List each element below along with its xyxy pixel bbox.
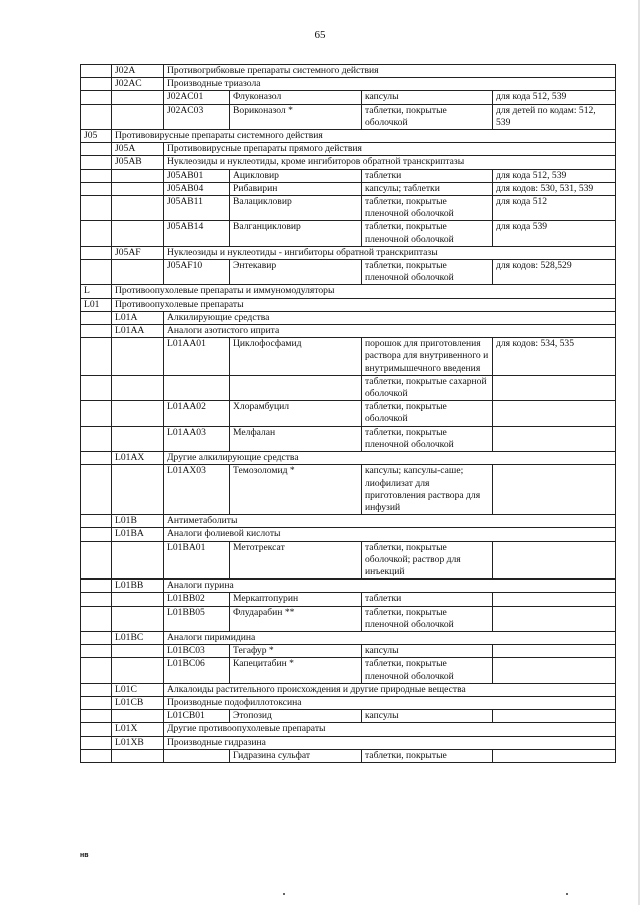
subgroup-code-cell [112, 104, 164, 129]
atc-code-cell: L01BB02 [164, 593, 230, 606]
subgroup-code-cell: L01AA [112, 325, 164, 338]
group-title-cell: Противоопухолевые препараты [112, 298, 616, 311]
atc-code-cell: L01AA02 [164, 401, 230, 426]
dosage-form-cell: порошок для приготовления раствора для внутривенного и внутримышечного введения [362, 338, 493, 376]
atc-code-cell: L01AA03 [164, 426, 230, 451]
group-code-cell [81, 325, 112, 338]
atc-code-cell: L01BB05 [164, 606, 230, 631]
note-cell: для кодов: 534, 535 [493, 338, 616, 376]
table-row [81, 78, 616, 91]
subgroup-title-cell: Аналоги азотистого иприта [164, 325, 616, 338]
dosage-form-cell: таблетки, покрытые [362, 749, 493, 762]
atc-code-cell: L01AX03 [164, 465, 230, 515]
group-code-cell [81, 580, 112, 593]
group-code-cell: L [81, 285, 112, 298]
note-cell: для детей по кодам: 512, 539 [493, 104, 616, 129]
table-row [81, 749, 616, 762]
table-row [81, 426, 616, 451]
table-row [81, 143, 616, 156]
table-row [81, 130, 616, 143]
table-row [81, 221, 616, 246]
note-cell [493, 426, 616, 451]
subgroup-title-cell: Нуклеозиды и нуклеотиды - ингибиторы обратной транскриптазы [164, 246, 616, 259]
subgroup-code-cell [112, 426, 164, 451]
atc-code-cell: L01AA01 [164, 338, 230, 376]
dosage-form-cell: капсулы; капсулы-саше; лиофилизат для приготовления раствора для инфузий [362, 465, 493, 515]
dosage-form-cell: таблетки [362, 593, 493, 606]
atc-code-cell: L01BC03 [164, 645, 230, 658]
subgroup-code-cell: J02AC [112, 78, 164, 91]
drug-name-cell: Циклофосфамид [230, 338, 362, 376]
group-code-cell [81, 401, 112, 426]
subgroup-code-cell: J05AF [112, 246, 164, 259]
subgroup-title-cell: Противовирусные препараты прямого действия [164, 143, 616, 156]
subgroup-title-cell: Антиметаболиты [164, 515, 616, 528]
group-code-cell [81, 723, 112, 736]
drug-list-table [80, 64, 616, 763]
scan-dot [283, 893, 285, 895]
subgroup-title-cell: Алкилирующие средства [164, 311, 616, 324]
dosage-form-cell: таблетки [362, 169, 493, 182]
group-code-cell [81, 338, 112, 376]
note-cell: для кода 512, 539 [493, 91, 616, 104]
subgroup-code-cell [112, 465, 164, 515]
subgroup-code-cell [112, 260, 164, 285]
group-code-cell [81, 311, 112, 324]
group-code-cell [81, 696, 112, 709]
note-cell [493, 710, 616, 723]
group-code-cell [81, 375, 112, 400]
drug-name-cell: Энтекавир [230, 260, 362, 285]
drug-name-cell: Капецитабин * [230, 658, 362, 683]
note-cell [493, 401, 616, 426]
table-row [81, 375, 616, 400]
subgroup-title-cell: Аналоги пурина [164, 580, 616, 593]
group-code-cell [81, 182, 112, 195]
subgroup-code-cell [112, 196, 164, 221]
table-row [81, 593, 616, 606]
note-cell: для кода 512 [493, 196, 616, 221]
note-cell [493, 465, 616, 515]
dosage-form-cell: капсулы [362, 710, 493, 723]
table-row [81, 580, 616, 593]
subgroup-title-cell: Алкалоиды растительного происхождения и другие природные вещества [164, 683, 616, 696]
atc-code-cell: J05AB01 [164, 169, 230, 182]
note-cell: для кода 512, 539 [493, 169, 616, 182]
table-row [81, 298, 616, 311]
dosage-form-cell: таблетки, покрытые пленочной оболочкой [362, 260, 493, 285]
group-code-cell [81, 658, 112, 683]
group-code-cell [81, 465, 112, 515]
group-code-cell [81, 606, 112, 631]
dosage-form-cell: таблетки, покрытые пленочной оболочкой [362, 221, 493, 246]
atc-code-cell: J05AB11 [164, 196, 230, 221]
subgroup-title-cell: Производные триазола [164, 78, 616, 91]
group-code-cell [81, 541, 112, 579]
group-code-cell [81, 156, 112, 169]
page-number: 65 [314, 29, 326, 41]
table-body [81, 65, 616, 763]
table-row [81, 452, 616, 465]
table-row [81, 683, 616, 696]
dosage-form-cell: капсулы [362, 645, 493, 658]
table-row [81, 182, 616, 195]
atc-code-cell: J02AC03 [164, 104, 230, 129]
subgroup-code-cell: J05AB [112, 156, 164, 169]
subgroup-code-cell: L01AX [112, 452, 164, 465]
dosage-form-cell: капсулы; таблетки [362, 182, 493, 195]
subgroup-title-cell: Другие алкилирующие средства [164, 452, 616, 465]
note-cell [493, 749, 616, 762]
table-row [81, 311, 616, 324]
drug-name-cell: Тегафур * [230, 645, 362, 658]
table-row [81, 645, 616, 658]
table-row [81, 156, 616, 169]
footer-mark: нв [80, 852, 89, 859]
subgroup-code-cell: L01A [112, 311, 164, 324]
table-row [81, 541, 616, 579]
drug-name-cell: Метотрексат [230, 541, 362, 579]
subgroup-code-cell [112, 401, 164, 426]
table-row [81, 696, 616, 709]
subgroup-code-cell [112, 710, 164, 723]
scan-dot [566, 893, 568, 895]
group-code-cell [81, 260, 112, 285]
group-code-cell [81, 426, 112, 451]
group-code-cell [81, 246, 112, 259]
subgroup-title-cell: Другие противоопухолевые препараты [164, 723, 616, 736]
table-row [81, 515, 616, 528]
drug-name-cell: Валганцикловир [230, 221, 362, 246]
subgroup-code-cell: L01BA [112, 528, 164, 541]
subgroup-code-cell [112, 658, 164, 683]
atc-code-cell: L01BC06 [164, 658, 230, 683]
table-row [81, 65, 616, 78]
group-title-cell: Противоопухолевые препараты и иммуномодуляторы [112, 285, 616, 298]
drug-name-cell: Мелфалан [230, 426, 362, 451]
group-code-cell [81, 196, 112, 221]
group-code-cell [81, 515, 112, 528]
table-row [81, 723, 616, 736]
atc-code-cell: L01CB01 [164, 710, 230, 723]
group-title-cell: Противовирусные препараты системного действия [112, 130, 616, 143]
note-cell: для кодов: 528,529 [493, 260, 616, 285]
table-row [81, 606, 616, 631]
subgroup-title-cell: Противогрибковые препараты системного действия [164, 65, 616, 78]
atc-code-cell [164, 375, 230, 400]
drug-name-cell: Этопозид [230, 710, 362, 723]
table-row [81, 285, 616, 298]
dosage-form-cell: капсулы [362, 91, 493, 104]
dosage-form-cell: таблетки, покрытые пленочной оболочкой [362, 196, 493, 221]
atc-code-cell: L01BA01 [164, 541, 230, 579]
table-row [81, 104, 616, 129]
dosage-form-cell: таблетки, покрытые пленочной оболочкой [362, 426, 493, 451]
subgroup-code-cell [112, 375, 164, 400]
group-code-cell [81, 683, 112, 696]
drug-name-cell [230, 375, 362, 400]
drug-name-cell: Хлорамбуцил [230, 401, 362, 426]
drug-name-cell: Рибавирин [230, 182, 362, 195]
subgroup-code-cell: L01BC [112, 631, 164, 644]
group-code-cell [81, 710, 112, 723]
group-code-cell: L01 [81, 298, 112, 311]
note-cell [493, 645, 616, 658]
subgroup-code-cell [112, 541, 164, 579]
group-code-cell [81, 645, 112, 658]
table-row [81, 736, 616, 749]
subgroup-code-cell: L01BB [112, 580, 164, 593]
subgroup-code-cell [112, 221, 164, 246]
note-cell: для кодов: 530, 531, 539 [493, 182, 616, 195]
drug-name-cell: Ацикловир [230, 169, 362, 182]
subgroup-title-cell: Производные гидразина [164, 736, 616, 749]
subgroup-code-cell: J02A [112, 65, 164, 78]
table-row [81, 338, 616, 376]
subgroup-code-cell: L01XB [112, 736, 164, 749]
table-row [81, 631, 616, 644]
group-code-cell [81, 143, 112, 156]
group-code-cell [81, 78, 112, 91]
drug-name-cell: Темозоломид * [230, 465, 362, 515]
table-row [81, 246, 616, 259]
group-code-cell [81, 631, 112, 644]
group-code-cell [81, 593, 112, 606]
subgroup-title-cell: Аналоги фолиевой кислоты [164, 528, 616, 541]
dosage-form-cell: таблетки, покрытые пленочной оболочкой [362, 658, 493, 683]
table-row [81, 169, 616, 182]
group-code-cell [81, 452, 112, 465]
table-row [81, 710, 616, 723]
subgroup-title-cell: Нуклеозиды и нуклеотиды, кроме ингибиторов обратной транскриптазы [164, 156, 616, 169]
note-cell [493, 658, 616, 683]
subgroup-code-cell: L01C [112, 683, 164, 696]
drug-name-cell: Гидразина сульфат [230, 749, 362, 762]
group-code-cell [81, 736, 112, 749]
note-cell [493, 375, 616, 400]
subgroup-code-cell: L01X [112, 723, 164, 736]
dosage-form-cell: таблетки, покрытые сахарной оболочкой [362, 375, 493, 400]
dosage-form-cell: таблетки, покрытые оболочкой [362, 104, 493, 129]
table-row [81, 260, 616, 285]
drug-name-cell: Меркаптопурин [230, 593, 362, 606]
group-code-cell [81, 104, 112, 129]
table-row [81, 465, 616, 515]
subgroup-code-cell [112, 593, 164, 606]
subgroup-code-cell [112, 645, 164, 658]
subgroup-code-cell: J05A [112, 143, 164, 156]
subgroup-code-cell [112, 606, 164, 631]
subgroup-code-cell: L01CB [112, 696, 164, 709]
drug-name-cell: Флударабин ** [230, 606, 362, 631]
drug-name-cell: Вориконазол * [230, 104, 362, 129]
atc-code-cell: J05AB14 [164, 221, 230, 246]
subgroup-title-cell: Производные подофиллотоксина [164, 696, 616, 709]
atc-code-cell: J02AC01 [164, 91, 230, 104]
table-row [81, 658, 616, 683]
note-cell [493, 606, 616, 631]
note-cell [493, 593, 616, 606]
group-code-cell [81, 91, 112, 104]
table-row [81, 325, 616, 338]
atc-code-cell: J05AF10 [164, 260, 230, 285]
drug-name-cell: Валацикловир [230, 196, 362, 221]
table-row [81, 401, 616, 426]
dosage-form-cell: таблетки, покрытые оболочкой; раствор для инъекций [362, 541, 493, 579]
drug-name-cell: Флуконазол [230, 91, 362, 104]
group-code-cell [81, 749, 112, 762]
atc-code-cell [164, 749, 230, 762]
subgroup-code-cell [112, 182, 164, 195]
subgroup-code-cell: L01B [112, 515, 164, 528]
subgroup-code-cell [112, 91, 164, 104]
group-code-cell [81, 169, 112, 182]
group-code-cell: J05 [81, 130, 112, 143]
dosage-form-cell: таблетки, покрытые оболочкой [362, 401, 493, 426]
subgroup-code-cell [112, 749, 164, 762]
note-cell [493, 541, 616, 579]
subgroup-title-cell: Аналоги пиримидина [164, 631, 616, 644]
subgroup-code-cell [112, 338, 164, 376]
subgroup-code-cell [112, 169, 164, 182]
table-row [81, 91, 616, 104]
table-row [81, 196, 616, 221]
group-code-cell [81, 528, 112, 541]
group-code-cell [81, 65, 112, 78]
note-cell: для кода 539 [493, 221, 616, 246]
group-code-cell [81, 221, 112, 246]
dosage-form-cell: таблетки, покрытые пленочной оболочкой [362, 606, 493, 631]
atc-code-cell: J05AB04 [164, 182, 230, 195]
table-row [81, 528, 616, 541]
